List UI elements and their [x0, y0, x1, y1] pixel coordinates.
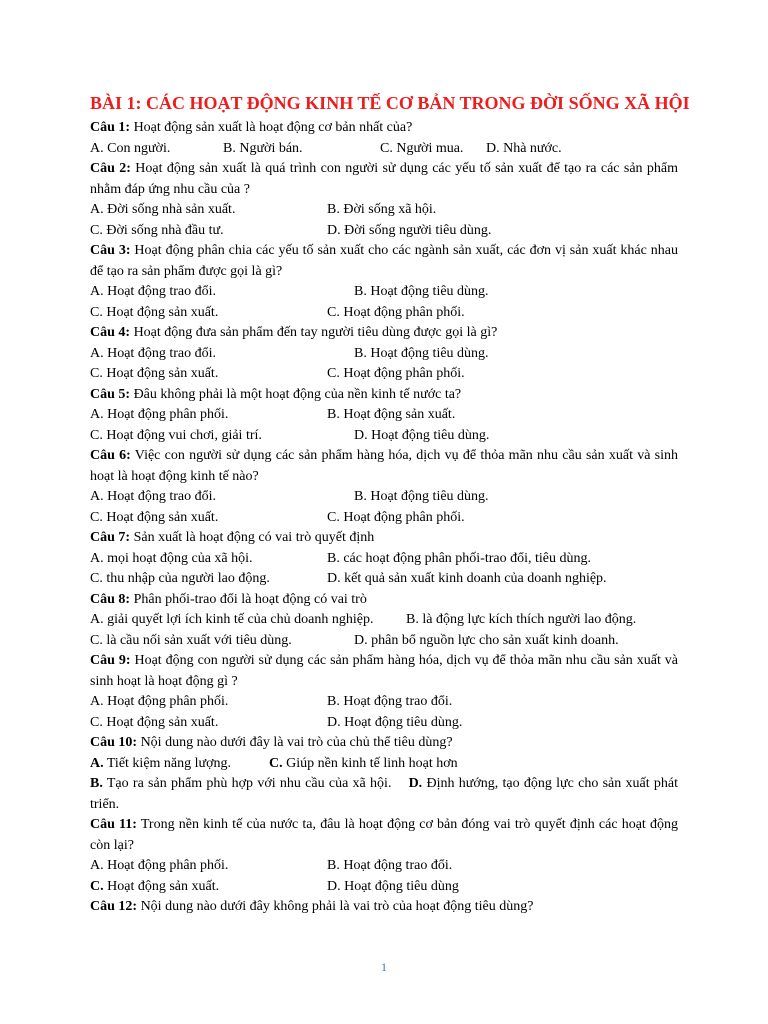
option-d: D. Nhà nước. — [486, 140, 562, 156]
option-a: A. Con người. — [90, 140, 171, 156]
option-b: B. là động lực kích thích người lao động. — [406, 612, 637, 627]
options-q10-row1 — [90, 754, 678, 775]
option-d: D. Hoạt động tiêu dùng. — [327, 714, 463, 730]
options-q8-row2 — [90, 631, 678, 652]
question-12: Câu 12: Nội dung nào dưới đây không phải là vai trò của hoạt động tiêu dùng? — [90, 899, 534, 914]
options-q5-row2 — [90, 426, 678, 447]
lesson-title: BÀI 1: CÁC HOẠT ĐỘNG KINH TẾ CƠ BẢN TRONG ĐỜI SỐNG XÃ HỘI — [90, 93, 690, 113]
option-c: C. Hoạt động sản xuất. — [90, 714, 219, 730]
option-c: C. Người mua. — [380, 140, 464, 156]
question-3: Câu 3: Hoạt động phân chia các yếu tố sản xuất cho các ngành sản xuất, các đơn vị sản xuất khác nhau để tạo ra sản phẩm được gọi là gì? — [90, 243, 679, 279]
option-b: B. Đời sống xã hội. — [327, 202, 437, 217]
options-q11-row2 — [90, 877, 678, 898]
option-b: B. Hoạt động trao đổi. — [327, 858, 453, 873]
options-q3-row2 — [90, 303, 678, 324]
options-q7-row2 — [90, 569, 678, 590]
options-q8-row1 — [90, 610, 678, 631]
option-a: A. Hoạt động trao đổi. — [90, 284, 216, 299]
option-d: C. Hoạt động phân phối. — [327, 366, 465, 381]
option-c: C. Giúp nền kinh tế linh hoạt hơn — [269, 755, 458, 771]
option-c: C. là cầu nối sản xuất với tiêu dùng. — [90, 632, 292, 648]
options-q4-row2 — [90, 364, 678, 385]
question-1: Câu 1: Hoạt động sản xuất là hoạt động cơ bản nhất của? — [90, 120, 413, 135]
option-b: B. các hoạt động phân phối-trao đổi, tiêu dùng. — [327, 550, 591, 566]
option-a: A. Đời sống nhà sản xuất. — [90, 202, 236, 217]
option-b: B. Hoạt động tiêu dùng. — [354, 345, 489, 361]
options-q6-row1 — [90, 487, 678, 508]
options-q2-row1 — [90, 200, 678, 221]
option-a: A. Hoạt động phân phối. — [90, 694, 229, 709]
option-a: A. Hoạt động trao đổi. — [90, 345, 216, 361]
option-c: C. thu nhập của người lao động. — [90, 571, 270, 586]
option-a: A. giải quyết lợi ích kinh tế của chủ doanh nghiệp. — [90, 612, 374, 627]
option-a: A. mọi hoạt động của xã hội. — [90, 550, 253, 566]
options-q7-row1 — [90, 549, 678, 570]
question-6: Câu 6: Việc con người sử dụng các sản phẩm hàng hóa, dịch vụ để thỏa mãn nhu cầu sản xuất và sinh hoạt là hoạt động kinh tế nào? — [90, 448, 678, 484]
option-b: B. Hoạt động tiêu dùng. — [354, 284, 489, 299]
option-c: C. Hoạt động sản xuất. — [90, 304, 219, 320]
option-d: D. Hoạt động tiêu dùng — [327, 878, 459, 894]
option-d: C. Hoạt động phân phối. — [327, 509, 465, 525]
options-q1 — [90, 139, 678, 160]
page-number: 1 — [381, 960, 387, 974]
question-8: Câu 8: Phân phối-trao đổi là hoạt động có vai trò — [90, 591, 367, 607]
question-4: Câu 4: Hoạt động đưa sản phẩm đến tay người tiêu dùng được gọi là gì? — [90, 325, 498, 340]
options-q6-row2 — [90, 508, 678, 529]
option-c: C. Đời sống nhà đầu tư. — [90, 222, 224, 238]
question-11: Câu 11: Trong nền kinh tế của nước ta, đâu là hoạt động cơ bản đóng vai trò quyết định các hoạt động còn lại? — [90, 817, 678, 853]
option-b: B. Tạo ra sản phẩm phù hợp với nhu cầu của xã hội. — [90, 776, 392, 791]
question-9: Câu 9: Hoạt động con người sử dụng các sản phẩm hàng hóa, dịch vụ để thỏa mãn nhu cầu sản xuất và sinh hoạt là hoạt động gì ? — [90, 653, 678, 689]
option-b: B. Người bán. — [223, 140, 303, 156]
option-c: C. Hoạt động sản xuất. — [90, 509, 219, 525]
options-q5-row1 — [90, 405, 678, 426]
option-b: B. Hoạt động sản xuất. — [327, 407, 456, 422]
options-q9-row2 — [90, 713, 678, 734]
option-d: D. phân bổ nguồn lực cho sản xuất kinh doanh. — [354, 632, 619, 648]
option-c: C. Hoạt động vui chơi, giải trí. — [90, 427, 262, 443]
option-d: C. Hoạt động phân phối. — [327, 304, 465, 320]
question-7: Câu 7: Sản xuất là hoạt động có vai trò quyết định — [90, 530, 375, 545]
document-page — [90, 92, 690, 918]
option-a: A. Hoạt động phân phối. — [90, 407, 229, 422]
options-q2-row2 — [90, 221, 678, 242]
options-q4-row1 — [90, 344, 678, 365]
question-2: Câu 2: Hoạt động sản xuất là quá trình con người sử dụng các yếu tố sản xuất để tạo ra các sản phẩm nhằm đáp ứng nhu cầu của ? — [90, 161, 679, 197]
option-b: B. Hoạt động tiêu dùng. — [354, 489, 489, 504]
option-d: D. Đời sống người tiêu dùng. — [327, 222, 492, 238]
option-d: D. Định hướng, tạo động lực cho sản xuất phát triển. — [90, 776, 679, 812]
option-d: D. Hoạt động tiêu dùng. — [354, 427, 490, 443]
option-d: D. kết quả sản xuất kinh doanh của doanh nghiệp. — [327, 571, 607, 586]
option-a: A. Tiết kiệm năng lượng. — [90, 755, 232, 771]
options-q10-row2 — [90, 774, 678, 815]
option-b: B. Hoạt động trao đổi. — [327, 694, 453, 709]
options-q9-row1 — [90, 692, 678, 713]
option-a: A. Hoạt động phân phối. — [90, 858, 229, 873]
option-a: A. Hoạt động trao đổi. — [90, 489, 216, 504]
option-c: C. Hoạt động sản xuất. — [90, 366, 219, 381]
question-5: Câu 5: Đâu không phải là một hoạt động của nền kinh tế nước ta? — [90, 386, 462, 402]
option-c: C. Hoạt động sản xuất. — [90, 878, 220, 894]
question-10: Câu 10: Nội dung nào dưới đây là vai trò của chủ thể tiêu dùng? — [90, 735, 453, 750]
options-q3-row1 — [90, 282, 678, 303]
options-q11-row1 — [90, 856, 678, 877]
